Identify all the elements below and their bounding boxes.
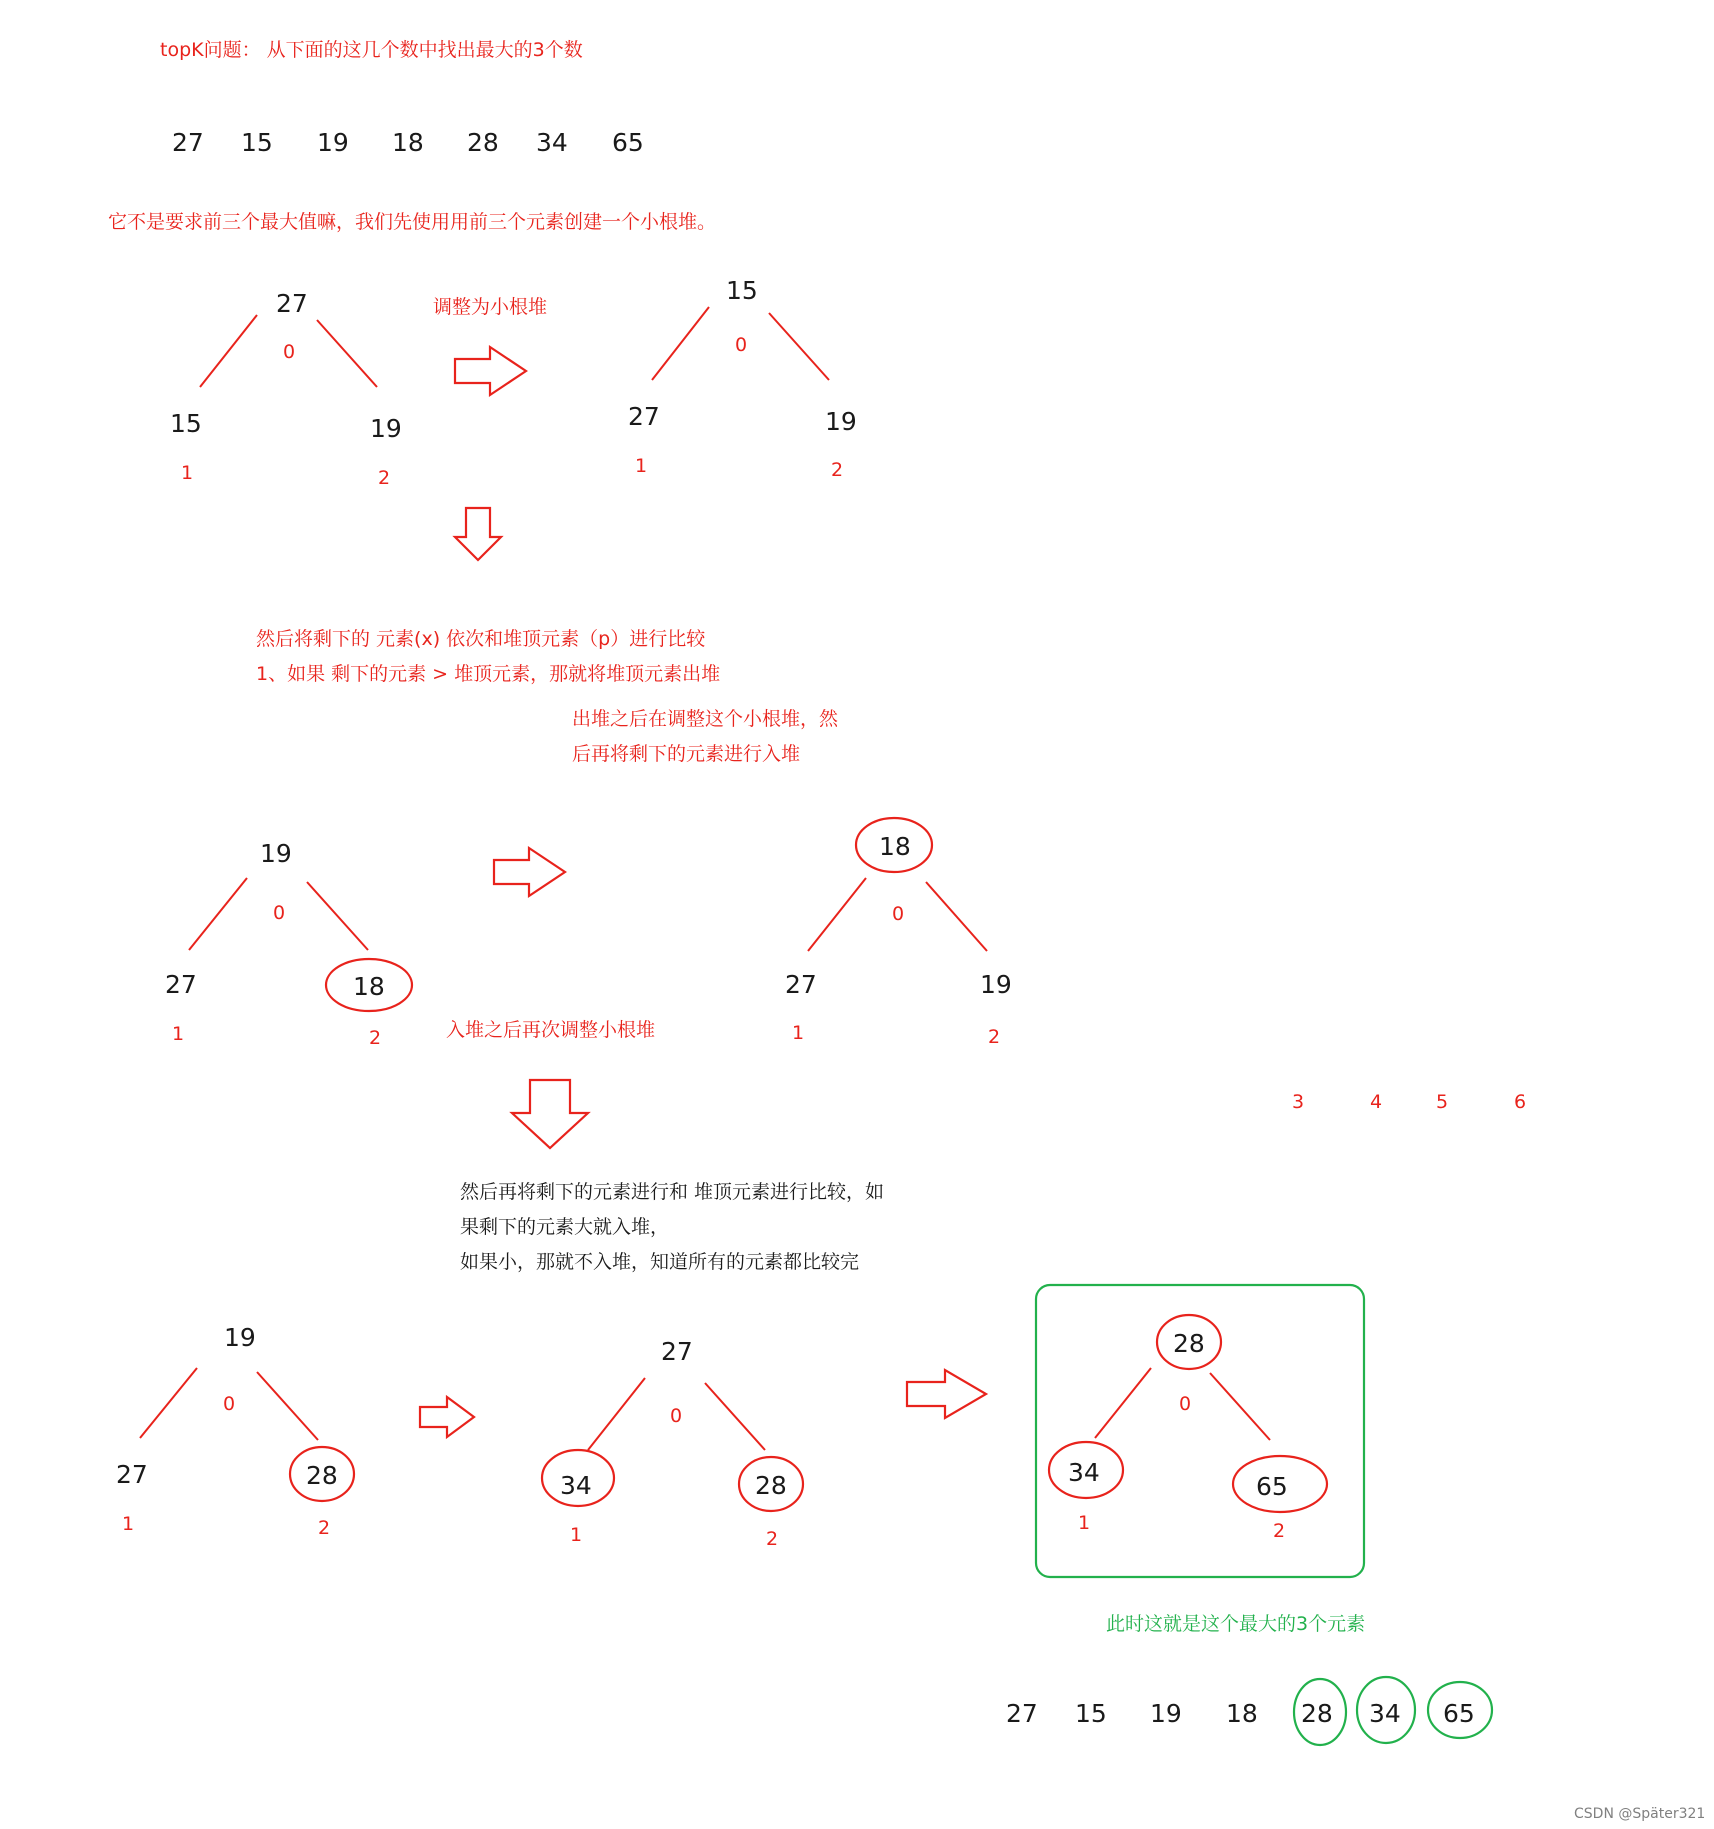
node-left: 27 (628, 402, 660, 431)
node-root: 19 (224, 1323, 256, 1352)
edge-left (140, 1368, 197, 1438)
title-text: topK问题： 从下面的这几个数中找出最大的3个数 (160, 39, 583, 61)
index-2: 2 (766, 1528, 779, 1550)
heap-after-push (165, 839, 412, 1049)
node-root: 27 (276, 289, 308, 318)
heap-final (1049, 1315, 1327, 1542)
result-label: 此时这就是这个最大的3个元素 (1106, 1613, 1366, 1635)
index-6: 6 (1514, 1091, 1527, 1113)
index-1: 1 (792, 1022, 805, 1044)
compare-text-2: 1、如果 剩下的元素 > 堆顶元素，那就将堆顶元素出堆 (256, 663, 721, 685)
seq-bottom-5: 34 (1369, 1699, 1401, 1728)
index-0: 0 (283, 341, 296, 363)
seq-top-5: 34 (536, 128, 568, 157)
arrow-right-icon (494, 848, 565, 896)
node-left: 34 (1068, 1458, 1100, 1487)
edge-right (705, 1383, 765, 1450)
continue-text-2: 果剩下的元素大就入堆， (460, 1216, 670, 1238)
heap-step-28 (116, 1323, 354, 1539)
node-right: 19 (370, 414, 402, 443)
seq-bottom-1: 15 (1075, 1699, 1107, 1728)
number-sequence-top (172, 128, 644, 157)
index-1: 1 (570, 1524, 583, 1546)
watermark: CSDN @Später321 (1574, 1806, 1706, 1822)
edge-right (769, 313, 829, 380)
intro-text: 它不是要求前三个最大值嘛，我们先使用用前三个元素创建一个小根堆。 (108, 211, 717, 233)
pop-text-2: 后再将剩下的元素进行入堆 (572, 743, 801, 765)
node-right: 18 (353, 972, 385, 1001)
push-label: 入堆之后再次调整小根堆 (446, 1019, 656, 1041)
node-right: 28 (306, 1461, 338, 1490)
adjust-label: 调整为小根堆 (433, 296, 548, 318)
index-5: 5 (1436, 1091, 1449, 1113)
seq-top-6: 65 (612, 128, 644, 157)
node-root: 18 (879, 832, 911, 861)
index-row (1292, 1091, 1526, 1113)
index-2: 2 (831, 459, 844, 481)
node-right: 65 (1256, 1472, 1288, 1501)
edge-left (200, 315, 257, 387)
index-0: 0 (735, 334, 748, 356)
node-left: 15 (170, 409, 202, 438)
index-4: 4 (1370, 1091, 1383, 1113)
edge-left (588, 1378, 645, 1450)
compare-text-1: 然后将剩下的 元素(x) 依次和堆顶元素（p）进行比较 (256, 628, 706, 650)
index-2: 2 (988, 1026, 1001, 1048)
continue-text-1: 然后再将剩下的元素进行和 堆顶元素进行比较，如 (460, 1181, 885, 1203)
edge-right (926, 882, 987, 951)
edge-right (307, 882, 368, 950)
heap-initial (170, 289, 402, 489)
index-1: 1 (635, 455, 648, 477)
seq-bottom-3: 18 (1226, 1699, 1258, 1728)
heap-adjusted (628, 276, 857, 481)
seq-top-1: 15 (241, 128, 273, 157)
arrow-down-icon (512, 1080, 588, 1148)
arrow-right-icon (907, 1370, 986, 1418)
seq-top-3: 18 (392, 128, 424, 157)
node-root: 15 (726, 276, 758, 305)
index-3: 3 (1292, 1091, 1305, 1113)
seq-top-2: 19 (317, 128, 349, 157)
number-sequence-bottom (1006, 1677, 1492, 1745)
arrow-down-icon (455, 508, 501, 560)
index-1: 1 (172, 1023, 185, 1045)
edge-right (317, 320, 377, 387)
node-left: 27 (116, 1460, 148, 1489)
heap-step-34 (542, 1337, 803, 1550)
index-1: 1 (1078, 1512, 1091, 1534)
edge-left (189, 878, 247, 950)
seq-bottom-4: 28 (1301, 1699, 1333, 1728)
index-0: 0 (223, 1393, 236, 1415)
index-1: 1 (181, 462, 194, 484)
index-0: 0 (1179, 1393, 1192, 1415)
index-2: 2 (378, 467, 391, 489)
node-left: 27 (785, 970, 817, 999)
index-2: 2 (318, 1517, 331, 1539)
seq-bottom-6: 65 (1443, 1699, 1475, 1728)
heap-readjusted (785, 818, 1012, 1048)
node-right: 19 (825, 407, 857, 436)
continue-text-3: 如果小，那就不入堆，知道所有的元素都比较完 (460, 1251, 860, 1273)
pop-text-1: 出堆之后在调整这个小根堆，然 (572, 708, 839, 730)
node-root: 19 (260, 839, 292, 868)
node-left: 34 (560, 1471, 592, 1500)
arrow-right-icon (455, 347, 526, 395)
edge-left (1095, 1368, 1151, 1438)
seq-bottom-0: 27 (1006, 1699, 1038, 1728)
index-1: 1 (122, 1513, 135, 1535)
node-right: 28 (755, 1471, 787, 1500)
arrow-right-icon (420, 1397, 474, 1437)
edge-right (257, 1372, 318, 1440)
edge-right (1210, 1373, 1270, 1440)
node-left: 27 (165, 970, 197, 999)
index-0: 0 (892, 903, 905, 925)
index-2: 2 (369, 1027, 382, 1049)
node-root: 28 (1173, 1329, 1205, 1358)
edge-left (652, 307, 709, 380)
index-0: 0 (273, 902, 286, 924)
seq-top-0: 27 (172, 128, 204, 157)
index-0: 0 (670, 1405, 683, 1427)
node-right: 19 (980, 970, 1012, 999)
seq-top-4: 28 (467, 128, 499, 157)
edge-left (808, 878, 866, 951)
index-2: 2 (1273, 1520, 1286, 1542)
seq-bottom-2: 19 (1150, 1699, 1182, 1728)
node-root: 27 (661, 1337, 693, 1366)
